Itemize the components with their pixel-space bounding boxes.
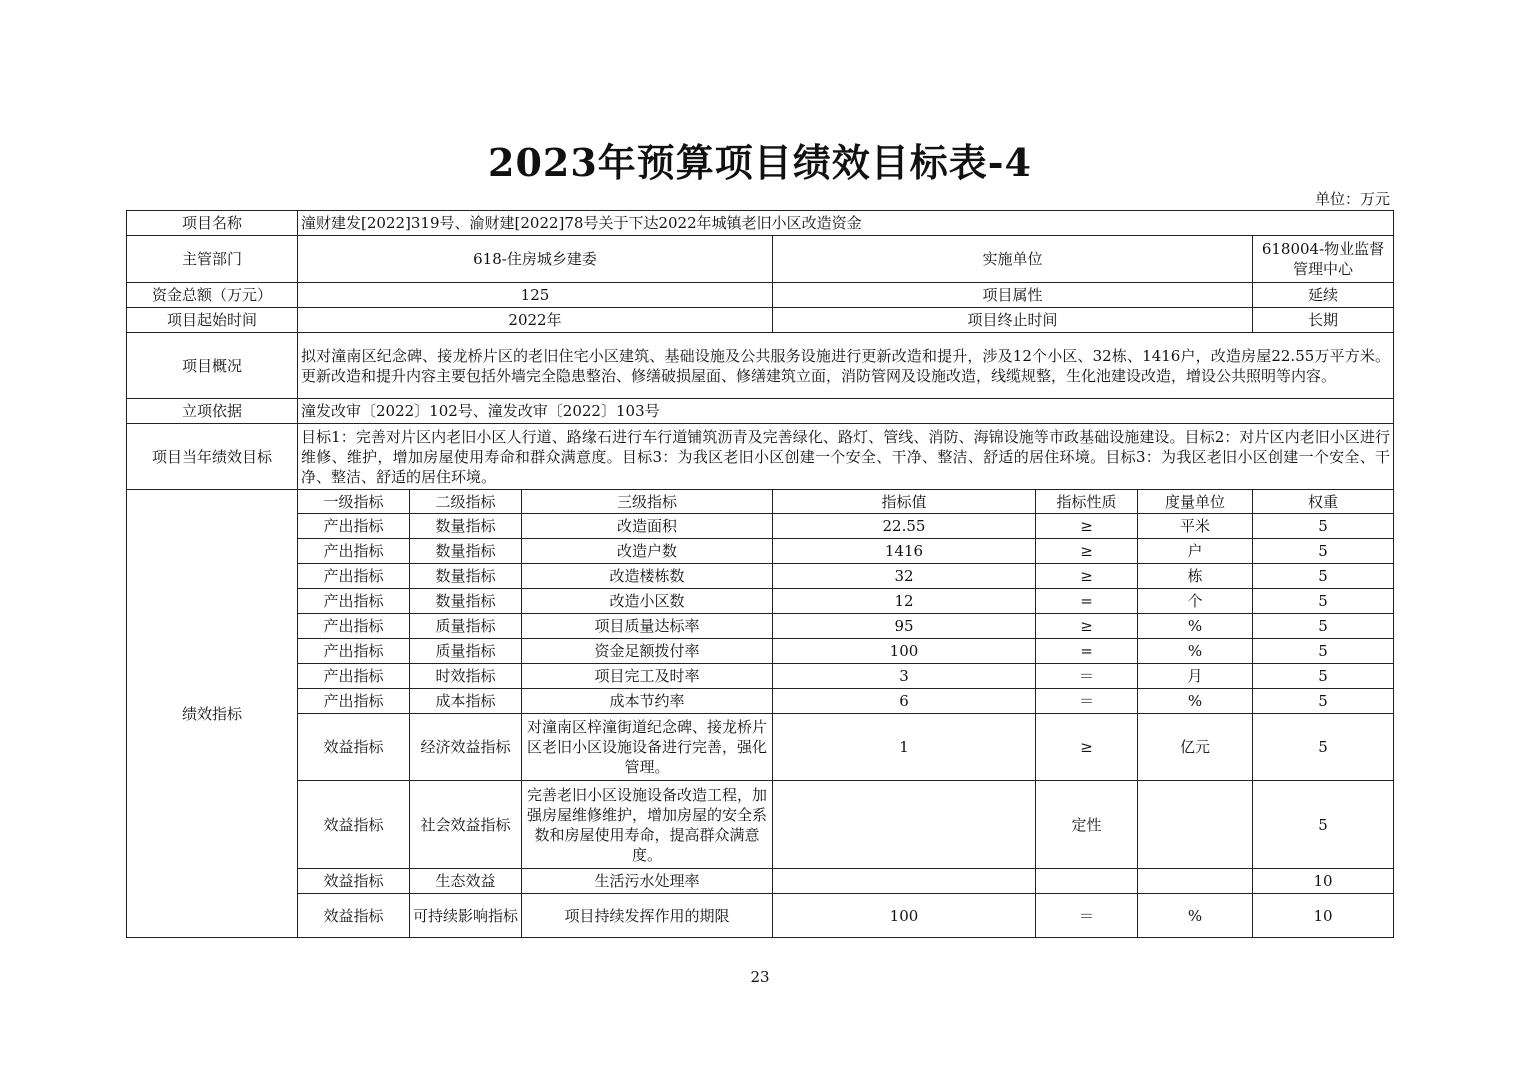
indicator-l3-cell: 改造楼栋数: [522, 564, 773, 589]
indicator-l3-cell: 项目持续发挥作用的期限: [522, 894, 773, 938]
indicator-unit-cell: 月: [1138, 664, 1253, 689]
indicator-weight-cell: 10: [1253, 894, 1394, 938]
indicator-value-cell: 100: [773, 639, 1036, 664]
perf-label: 绩效指标: [127, 490, 298, 938]
indicator-l1-cell: 产出指标: [298, 564, 410, 589]
indicator-l2-cell: 质量指标: [410, 614, 522, 639]
indicator-l3-cell: 完善老旧小区设施设备改造工程，加强房屋维修维护，增加房屋的安全系数和房屋使用寿命，提高群众满意度。: [522, 781, 773, 869]
start-value: 2022年: [298, 308, 773, 333]
indicator-l1-cell: 产出指标: [298, 614, 410, 639]
indicator-l2-cell: 时效指标: [410, 664, 522, 689]
funds-label: 资金总额（万元）: [127, 283, 298, 308]
indicator-nature-cell: 定性: [1036, 781, 1138, 869]
indicator-l1-cell: 效益指标: [298, 714, 410, 781]
indicator-l2-cell: 数量指标: [410, 514, 522, 539]
attr-label: 项目属性: [773, 283, 1253, 308]
indicator-nature-cell: ≥: [1036, 614, 1138, 639]
indicator-value-cell: 1416: [773, 539, 1036, 564]
header-cell: 二级指标: [410, 490, 522, 514]
indicator-unit-cell: 亿元: [1138, 714, 1253, 781]
indicator-row: [127, 894, 1394, 938]
indicator-unit-cell: 栋: [1138, 564, 1253, 589]
indicator-value-cell: 95: [773, 614, 1036, 639]
indicator-l1-cell: 产出指标: [298, 689, 410, 714]
page-title: 2023年预算项目绩效目标表-4: [488, 140, 1032, 185]
indicator-unit-cell: [1138, 781, 1253, 869]
dept-label: 主管部门: [127, 236, 298, 283]
indicator-l2-cell: 经济效益指标: [410, 714, 522, 781]
indicator-weight-cell: 5: [1253, 589, 1394, 614]
impl-unit-value: 618004-物业监督管理中心: [1253, 236, 1394, 283]
indicator-l3-cell: 成本节约率: [522, 689, 773, 714]
indicator-l3-cell: 改造面积: [522, 514, 773, 539]
indicator-value-cell: [773, 781, 1036, 869]
indicator-l2-cell: 生态效益: [410, 869, 522, 894]
goal-value: 目标1：完善对片区内老旧小区人行道、路缘石进行车行道铺筑沥青及完善绿化、路灯、管线、消防、海锦设施等市政基础设施建设。目标2：对片区内老旧小区进行维修、维护，增加房屋使用寿命和群众满意度。目标3：为我区老旧小区创建一个安全、干净、整洁、舒适的居住环境。目标3：为我区老旧小区创建一个安全、干净、整洁、舒适的居住环境。: [298, 424, 1394, 490]
indicator-row: [127, 714, 1394, 781]
indicator-l2-cell: 数量指标: [410, 564, 522, 589]
performance-target-table: [126, 210, 1394, 938]
indicator-weight-cell: 5: [1253, 714, 1394, 781]
indicator-nature-cell: =: [1036, 639, 1138, 664]
overview-value: 拟对潼南区纪念碑、接龙桥片区的老旧住宅小区建筑、基础设施及公共服务设施进行更新改造和提升，涉及12个小区、32栋、1416户，改造房屋22.55万平方米。更新改造和提升内容主要包括外墙完全隐患整治、修缮破损屋面、修缮建筑立面，消防管网及设施改造，线缆规整，生化池建设改造，增设公共照明等内容。: [298, 333, 1394, 399]
goal-label: 项目当年绩效目标: [127, 424, 298, 490]
indicator-unit-cell: %: [1138, 639, 1253, 664]
indicator-nature-cell: ＝: [1036, 689, 1138, 714]
indicator-weight-cell: 5: [1253, 564, 1394, 589]
indicator-row: [127, 589, 1394, 614]
indicator-weight-cell: 5: [1253, 514, 1394, 539]
indicator-l2-cell: 可持续影响指标: [410, 894, 522, 938]
indicator-l2-cell: 社会效益指标: [410, 781, 522, 869]
indicator-weight-cell: 5: [1253, 689, 1394, 714]
indicator-value-cell: 32: [773, 564, 1036, 589]
indicator-value-cell: [773, 869, 1036, 894]
indicator-row: [127, 639, 1394, 664]
header-cell: 三级指标: [522, 490, 773, 514]
indicator-value-cell: 12: [773, 589, 1036, 614]
indicator-unit-cell: [1138, 869, 1253, 894]
indicator-unit-cell: 户: [1138, 539, 1253, 564]
indicator-nature-cell: ≥: [1036, 714, 1138, 781]
attr-value: 延续: [1253, 283, 1394, 308]
indicator-value-cell: 6: [773, 689, 1036, 714]
indicator-row: [127, 514, 1394, 539]
project-name-value: 潼财建发[2022]319号、渝财建[2022]78号关于下达2022年城镇老旧小区改造资金: [298, 211, 1394, 236]
header-cell: 度量单位: [1138, 490, 1253, 514]
indicator-row: [127, 689, 1394, 714]
indicator-l2-cell: 数量指标: [410, 539, 522, 564]
indicator-l1-cell: 效益指标: [298, 894, 410, 938]
indicator-weight-cell: 10: [1253, 869, 1394, 894]
indicator-nature-cell: ＝: [1036, 664, 1138, 689]
indicator-l3-cell: 对潼南区梓潼街道纪念碑、接龙桥片区老旧小区设施设备进行完善，强化管理。: [522, 714, 773, 781]
indicator-row: [127, 869, 1394, 894]
indicator-l1-cell: 产出指标: [298, 589, 410, 614]
indicator-l3-cell: 改造小区数: [522, 589, 773, 614]
header-cell: 权重: [1253, 490, 1394, 514]
indicator-l1-cell: 产出指标: [298, 539, 410, 564]
indicator-l3-cell: 资金足额拨付率: [522, 639, 773, 664]
indicator-l3-cell: 生活污水处理率: [522, 869, 773, 894]
indicator-value-cell: 22.55: [773, 514, 1036, 539]
indicator-unit-cell: %: [1138, 689, 1253, 714]
indicator-row: [127, 614, 1394, 639]
indicator-nature-cell: ＝: [1036, 894, 1138, 938]
indicator-l1-cell: 产出指标: [298, 639, 410, 664]
indicator-nature-cell: ≥: [1036, 514, 1138, 539]
indicator-value-cell: 3: [773, 664, 1036, 689]
indicator-weight-cell: 5: [1253, 781, 1394, 869]
indicator-weight-cell: 5: [1253, 639, 1394, 664]
header-cell: 指标值: [773, 490, 1036, 514]
end-value: 长期: [1253, 308, 1394, 333]
header-cell: 一级指标: [298, 490, 410, 514]
indicator-l1-cell: 效益指标: [298, 869, 410, 894]
page-number: 23: [750, 968, 770, 986]
indicator-unit-cell: %: [1138, 614, 1253, 639]
funds-value: 125: [298, 283, 773, 308]
header-cell: 指标性质: [1036, 490, 1138, 514]
indicator-l1-cell: 产出指标: [298, 514, 410, 539]
indicator-nature-cell: ≥: [1036, 539, 1138, 564]
indicator-weight-cell: 5: [1253, 664, 1394, 689]
basis-label: 立项依据: [127, 399, 298, 424]
indicator-l2-cell: 质量指标: [410, 639, 522, 664]
indicator-row: [127, 664, 1394, 689]
unit-label: 单位：万元: [1314, 190, 1390, 208]
indicator-l3-cell: 项目质量达标率: [522, 614, 773, 639]
indicator-value-cell: 1: [773, 714, 1036, 781]
indicator-weight-cell: 5: [1253, 539, 1394, 564]
indicator-row: [127, 539, 1394, 564]
end-label: 项目终止时间: [773, 308, 1253, 333]
indicator-nature-cell: ≥: [1036, 564, 1138, 589]
indicator-nature-cell: =: [1036, 589, 1138, 614]
project-name-label: 项目名称: [127, 211, 298, 236]
indicator-l3-cell: 改造户数: [522, 539, 773, 564]
start-label: 项目起始时间: [127, 308, 298, 333]
dept-value: 618-住房城乡建委: [298, 236, 773, 283]
indicator-unit-cell: 平米: [1138, 514, 1253, 539]
indicator-row: [127, 781, 1394, 869]
basis-value: 潼发改审〔2022〕102号、潼发改审〔2022〕103号: [298, 399, 1394, 424]
indicator-weight-cell: 5: [1253, 614, 1394, 639]
impl-label: 实施单位: [773, 236, 1253, 283]
indicator-l3-cell: 项目完工及时率: [522, 664, 773, 689]
overview-label: 项目概况: [127, 333, 298, 399]
indicator-l1-cell: 产出指标: [298, 664, 410, 689]
indicator-nature-cell: [1036, 869, 1138, 894]
indicator-row: [127, 564, 1394, 589]
indicator-value-cell: 100: [773, 894, 1036, 938]
indicator-unit-cell: %: [1138, 894, 1253, 938]
indicator-l2-cell: 数量指标: [410, 589, 522, 614]
indicator-l2-cell: 成本指标: [410, 689, 522, 714]
indicator-l1-cell: 效益指标: [298, 781, 410, 869]
indicator-unit-cell: 个: [1138, 589, 1253, 614]
